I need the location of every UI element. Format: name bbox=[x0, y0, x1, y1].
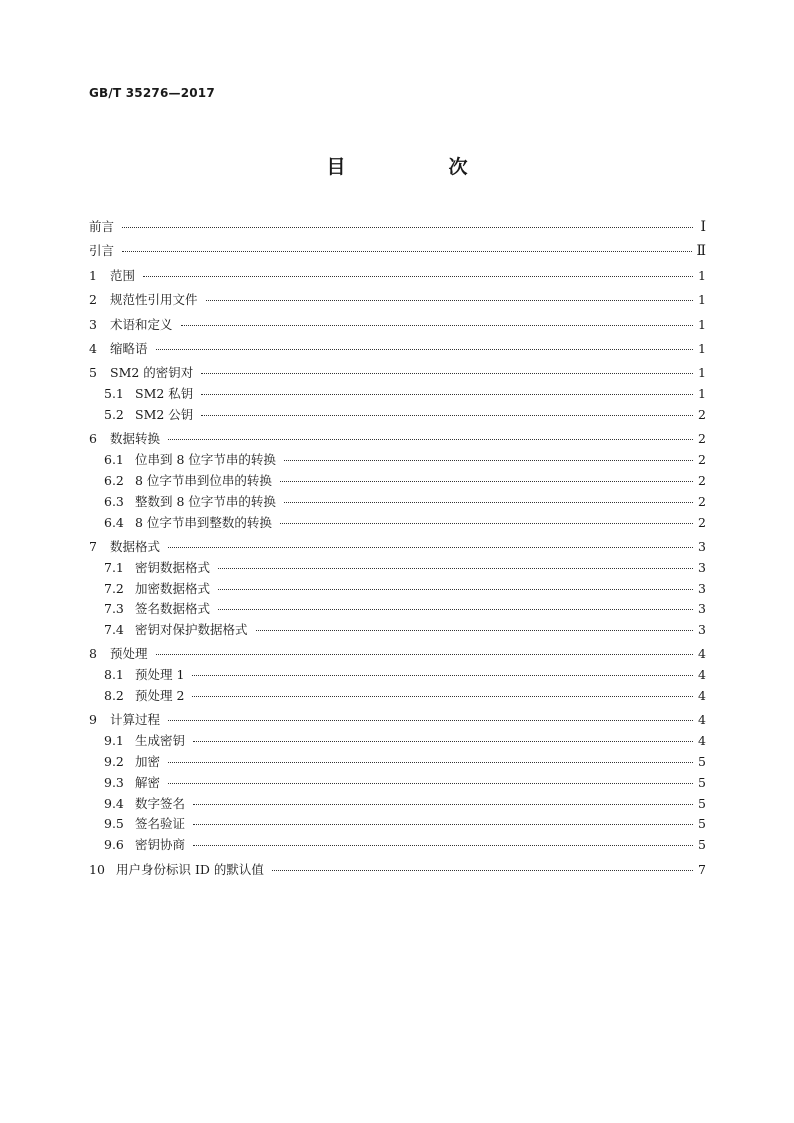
toc-entry-number: 6.3 bbox=[104, 493, 124, 509]
toc-entry-number: 1 bbox=[89, 267, 97, 283]
dot-leader bbox=[201, 369, 693, 374]
toc-entry-number: 9 bbox=[89, 712, 97, 728]
toc-entry-title: 术语和定义 bbox=[110, 316, 173, 332]
toc-entry-number: 10 bbox=[89, 861, 105, 877]
dot-leader bbox=[156, 345, 693, 350]
toc-entry-page: 3 bbox=[698, 559, 706, 575]
toc-entry-page: 4 bbox=[698, 712, 706, 728]
dot-leader bbox=[168, 543, 693, 548]
toc-entry-title: 预处理 2 bbox=[135, 688, 185, 704]
toc-entry-title: 用户身份标识 ID 的默认值 bbox=[116, 861, 264, 877]
toc-entry[interactable] bbox=[89, 620, 706, 641]
dot-leader bbox=[218, 564, 693, 569]
toc-entry-title: 计算过程 bbox=[110, 712, 161, 728]
toc-entry-number: 8 bbox=[89, 646, 97, 662]
toc-entry-title: 生成密钥 bbox=[135, 733, 186, 749]
toc-entry-number: 9.1 bbox=[104, 733, 124, 749]
toc-entry-page: 3 bbox=[698, 538, 706, 554]
toc-entry[interactable] bbox=[89, 450, 706, 471]
toc-entry[interactable] bbox=[89, 513, 706, 534]
dot-leader bbox=[193, 800, 693, 805]
dot-leader bbox=[218, 605, 693, 610]
dot-leader bbox=[280, 519, 693, 524]
toc-entry[interactable] bbox=[89, 814, 706, 835]
dot-leader bbox=[168, 435, 693, 440]
toc-entry-page: 1 bbox=[698, 365, 706, 381]
toc-entry-title: 预处理 bbox=[110, 646, 148, 662]
toc-entry[interactable] bbox=[89, 363, 706, 384]
dot-leader bbox=[218, 585, 693, 590]
toc-entry-title: 数据转换 bbox=[110, 431, 161, 447]
toc-entry-title: 解密 bbox=[135, 774, 161, 790]
toc-entry-number: 6 bbox=[89, 431, 97, 447]
toc-entry-title: 前言 bbox=[89, 219, 115, 234]
dot-leader bbox=[156, 650, 693, 655]
dot-leader bbox=[143, 272, 693, 277]
toc-entry-number: 7.2 bbox=[104, 580, 124, 596]
toc-entry-page: 2 bbox=[698, 406, 706, 422]
toc-entry-page: 2 bbox=[698, 431, 706, 447]
toc-entry[interactable] bbox=[89, 860, 706, 881]
toc-entry-page: 3 bbox=[698, 580, 706, 596]
toc-entry-page: 5 bbox=[698, 795, 706, 811]
toc-entry-page: 1 bbox=[698, 340, 706, 356]
toc-entry-title: 签名数据格式 bbox=[135, 601, 211, 617]
toc-entry-title: 位串到 8 位字节串的转换 bbox=[135, 452, 276, 468]
toc-entry-title: 密钥协商 bbox=[135, 837, 186, 853]
toc-entry-page: 5 bbox=[698, 754, 706, 770]
toc-entry-page: 5 bbox=[698, 837, 706, 853]
toc-entry-title: 8 位字节串到位串的转换 bbox=[135, 472, 272, 488]
toc-entry-page: 2 bbox=[698, 514, 706, 530]
dot-leader bbox=[168, 779, 693, 784]
toc-entry-title: 整数到 8 位字节串的转换 bbox=[135, 493, 276, 509]
toc-entry-number: 8.1 bbox=[104, 667, 124, 683]
toc-entry-number: 4 bbox=[89, 340, 97, 356]
toc-entry[interactable] bbox=[89, 644, 706, 665]
toc-entry-number: 6.1 bbox=[104, 452, 124, 468]
dot-leader bbox=[193, 737, 693, 742]
dot-leader bbox=[193, 841, 693, 846]
dot-leader bbox=[192, 671, 693, 676]
toc-entry-page: 1 bbox=[698, 386, 706, 402]
toc-entry[interactable] bbox=[89, 773, 706, 794]
toc-entry[interactable] bbox=[89, 794, 706, 815]
toc-entry-page: Ⅱ bbox=[696, 243, 706, 260]
toc-entry-number: 5.2 bbox=[104, 406, 124, 422]
dot-leader bbox=[181, 321, 693, 326]
toc-entry-number: 7 bbox=[89, 538, 97, 554]
toc-entry-title: 预处理 1 bbox=[135, 667, 185, 683]
toc-entry[interactable] bbox=[89, 752, 706, 773]
toc-entry-page: 4 bbox=[698, 646, 706, 662]
toc-entry[interactable] bbox=[89, 558, 706, 579]
toc-entry[interactable] bbox=[89, 537, 706, 558]
toc-entry-page: 4 bbox=[698, 667, 706, 683]
dot-leader bbox=[192, 692, 693, 697]
toc-entry-number: 9.6 bbox=[104, 837, 124, 853]
toc-entry-title: SM2 私钥 bbox=[135, 386, 194, 402]
toc-entry[interactable] bbox=[89, 405, 706, 426]
toc-entry-title: 密钥对保护数据格式 bbox=[135, 622, 248, 638]
toc-entry-number: 9.3 bbox=[104, 774, 124, 790]
toc-entry-page: 1 bbox=[698, 267, 706, 283]
toc-entry-page: 2 bbox=[698, 493, 706, 509]
toc-entry-title: 密钥数据格式 bbox=[135, 559, 211, 575]
toc-entry-page: 1 bbox=[698, 316, 706, 332]
dot-leader bbox=[284, 456, 693, 461]
toc-entry[interactable] bbox=[89, 241, 706, 262]
toc-entry-page: 5 bbox=[698, 774, 706, 790]
dot-leader bbox=[256, 626, 693, 631]
toc-entry-page: 7 bbox=[698, 861, 706, 877]
toc-entry-number: 5.1 bbox=[104, 386, 124, 402]
toc-entry-number: 9.5 bbox=[104, 816, 124, 832]
toc-entry-title: SM2 的密钥对 bbox=[110, 365, 194, 381]
dot-leader bbox=[122, 247, 692, 252]
toc-entry[interactable] bbox=[89, 731, 706, 752]
toc-entry-number: 6.4 bbox=[104, 514, 124, 530]
toc-entry-number: 3 bbox=[89, 316, 97, 332]
toc-entry-title: 缩略语 bbox=[110, 340, 148, 356]
toc-entry[interactable] bbox=[89, 315, 706, 336]
page-title: 目 次 bbox=[326, 156, 510, 178]
toc-entry[interactable] bbox=[89, 429, 706, 450]
toc-entry[interactable] bbox=[89, 710, 706, 731]
toc-entry-page: 1 bbox=[698, 292, 706, 308]
toc-entry[interactable] bbox=[89, 266, 706, 287]
toc-entry-page: 3 bbox=[698, 601, 706, 617]
toc-entry[interactable] bbox=[89, 471, 706, 492]
toc-entry-number: 8.2 bbox=[104, 688, 124, 704]
dot-leader bbox=[193, 820, 693, 825]
toc-entry-number: 7.4 bbox=[104, 622, 124, 638]
toc-entry[interactable] bbox=[89, 599, 706, 620]
toc-entry-title: 数字签名 bbox=[135, 795, 186, 811]
toc-entry[interactable] bbox=[89, 665, 706, 686]
toc-entry-title: 范围 bbox=[110, 267, 136, 283]
toc-entry-title: 引言 bbox=[89, 243, 115, 259]
toc-entry-title: 签名验证 bbox=[135, 816, 186, 832]
toc-entry-page: 4 bbox=[698, 733, 706, 749]
dot-leader bbox=[206, 296, 693, 301]
toc-entry[interactable] bbox=[89, 339, 706, 360]
dot-leader bbox=[168, 716, 693, 721]
toc-entry-page: 5 bbox=[698, 816, 706, 832]
toc-entry-title: 加密数据格式 bbox=[135, 580, 211, 596]
toc-entry-page: 3 bbox=[698, 622, 706, 638]
toc-entry-page: Ⅰ bbox=[700, 219, 706, 235]
toc-entry-page: 2 bbox=[698, 472, 706, 488]
toc-entry[interactable] bbox=[89, 384, 706, 405]
toc-entry-number: 5 bbox=[89, 365, 97, 381]
toc-entry-title: 8 位字节串到整数的转换 bbox=[135, 514, 272, 530]
dot-leader bbox=[272, 866, 693, 871]
toc-entry-number: 7.1 bbox=[104, 559, 124, 575]
toc-entry-page: 2 bbox=[698, 452, 706, 468]
toc-entry-page: 4 bbox=[698, 688, 706, 704]
dot-leader bbox=[201, 390, 693, 395]
toc-entry-number: 7.3 bbox=[104, 601, 124, 617]
dot-leader bbox=[284, 498, 693, 503]
dot-leader bbox=[280, 477, 693, 482]
dot-leader bbox=[122, 223, 693, 228]
toc-entry-title: 数据格式 bbox=[110, 538, 161, 554]
dot-leader bbox=[201, 411, 693, 416]
dot-leader bbox=[168, 758, 693, 763]
toc-entry-number: 9.4 bbox=[104, 795, 124, 811]
toc-entry[interactable] bbox=[89, 686, 706, 707]
toc-entry[interactable] bbox=[89, 835, 706, 856]
toc-entry-number: 2 bbox=[89, 292, 97, 308]
toc-entry[interactable] bbox=[89, 217, 706, 238]
toc-entry-title: SM2 公钥 bbox=[135, 406, 194, 422]
toc-entry-number: 6.2 bbox=[104, 472, 124, 488]
toc-entry-title: 规范性引用文件 bbox=[110, 292, 198, 308]
toc-entry[interactable] bbox=[89, 290, 706, 311]
table-of-contents bbox=[89, 217, 706, 880]
toc-entry[interactable] bbox=[89, 492, 706, 513]
toc-entry[interactable] bbox=[89, 579, 706, 600]
toc-entry-number: 9.2 bbox=[104, 754, 124, 770]
toc-entry-title: 加密 bbox=[135, 754, 161, 770]
standard-code: GB/T 35276—2017 bbox=[89, 86, 215, 100]
